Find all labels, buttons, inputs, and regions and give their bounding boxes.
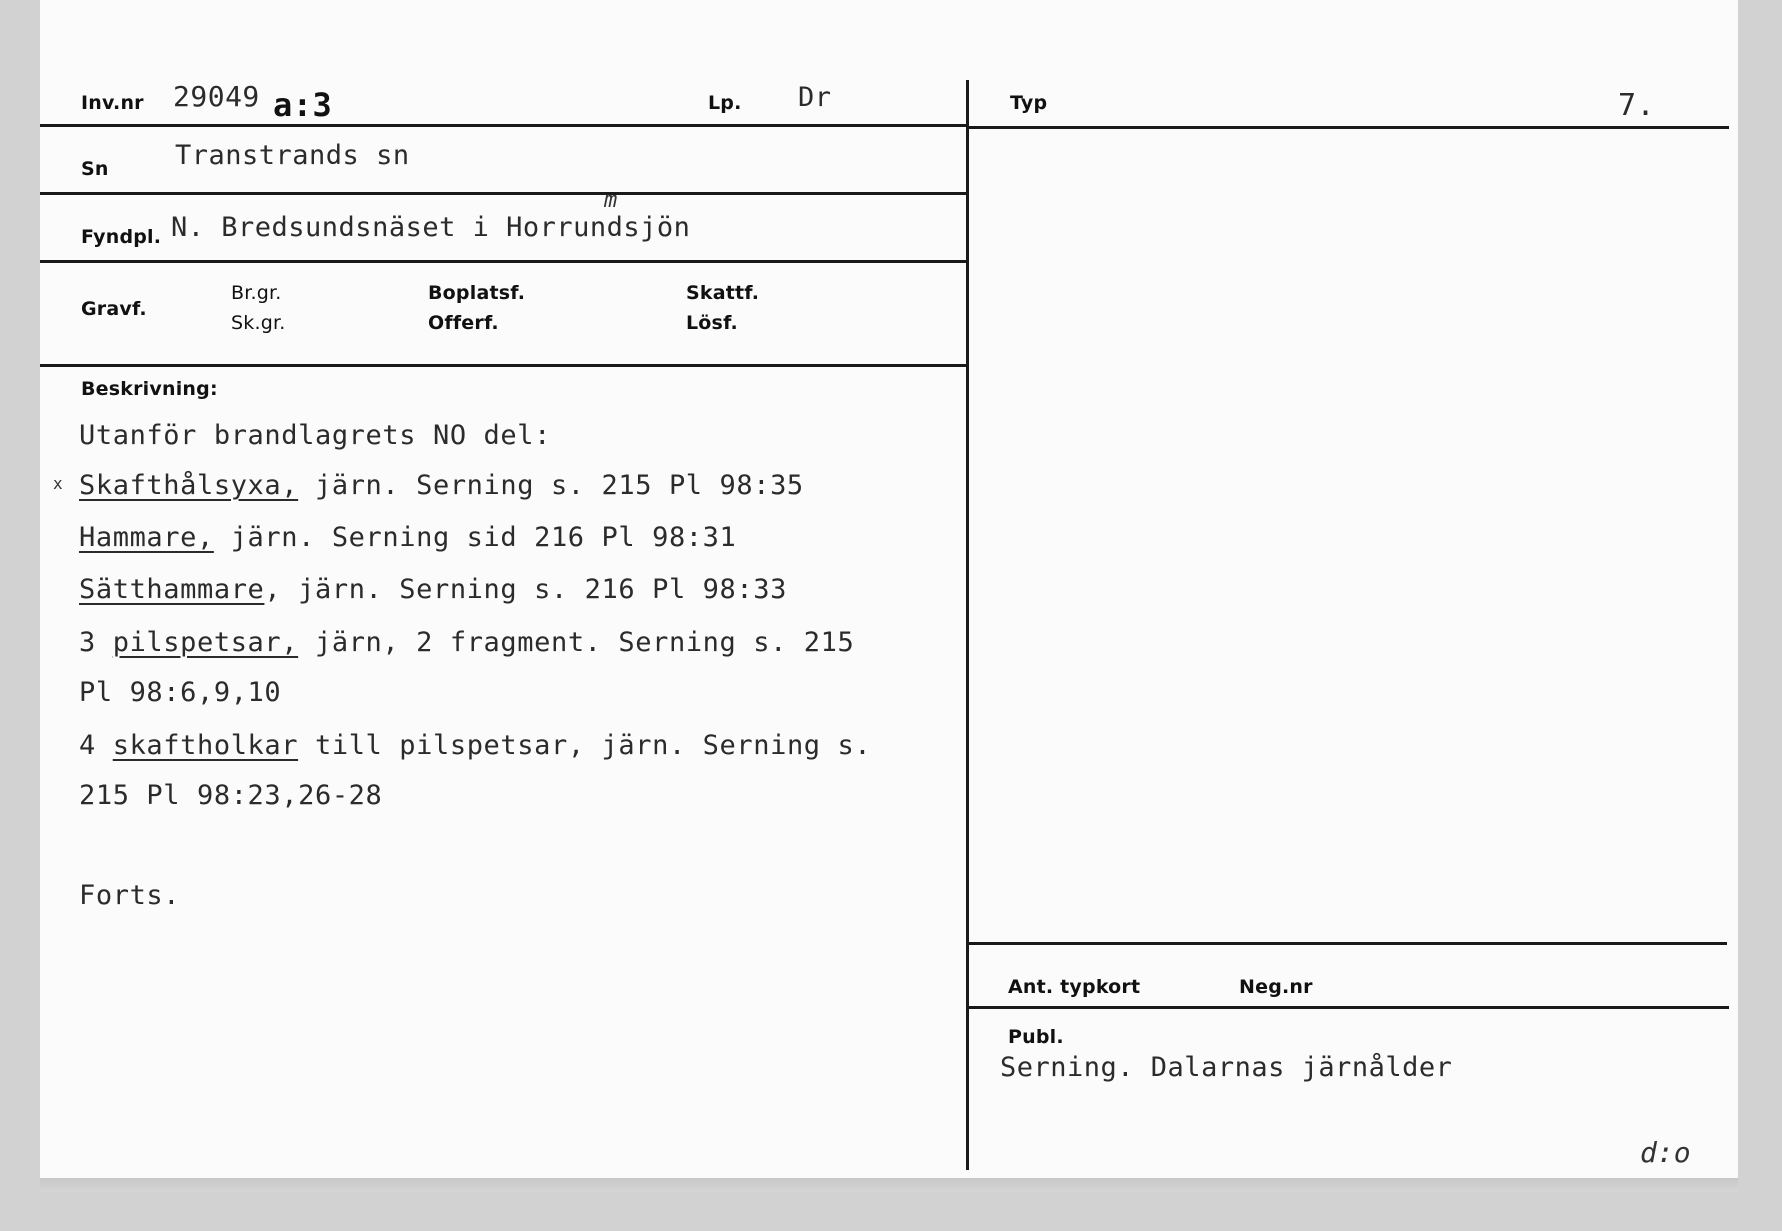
boplatsf-label: Boplatsf. — [428, 282, 526, 304]
losf-label: Lösf. — [686, 312, 738, 334]
description-line-7: 4 skaftholkar till pilspetsar, järn. Serning s. — [79, 730, 872, 761]
fyndpl-label: Fyndpl. — [81, 226, 162, 248]
rule-header-left — [40, 124, 966, 127]
lp-value: Dr — [798, 82, 832, 113]
brgr-label: Br.gr. — [231, 282, 282, 304]
rule-ant-typkort-top — [969, 942, 1727, 945]
gravf-label: Gravf. — [81, 298, 147, 320]
rule-gravf — [40, 364, 966, 367]
margin-mark: x — [53, 474, 64, 493]
sn-label: Sn — [81, 158, 109, 180]
description-line-3: Hammare, järn. Serning sid 216 Pl 98:31 — [79, 522, 737, 553]
inv-nr-label: Inv.nr — [81, 92, 144, 114]
description-line-8: 215 Pl 98:23,26-28 — [79, 780, 383, 811]
typ-label: Typ — [1010, 92, 1048, 114]
offerf-label: Offerf. — [428, 312, 499, 334]
publ-label: Publ. — [1008, 1026, 1064, 1048]
neg-nr-label: Neg.nr — [1239, 976, 1313, 998]
beskrivning-label: Beskrivning: — [81, 378, 218, 400]
sn-value: Transtrands sn — [175, 140, 410, 171]
description-line-1: Utanför brandlagrets NO del: — [79, 420, 551, 451]
description-line-2: x Skafthålsyxa, järn. Serning s. 215 Pl 98:35 — [53, 470, 804, 501]
skgr-label: Sk.gr. — [231, 312, 286, 334]
signature: d:o — [1640, 1136, 1691, 1169]
ant-typkort-label: Ant. typkort — [1008, 976, 1141, 998]
description-line-9: Forts. — [79, 880, 181, 911]
rule-header-right — [969, 126, 1729, 129]
fyndpl-value: N. Bredsundsnäset i Horrundsjön — [171, 212, 691, 243]
description-line-5: 3 pilspetsar, järn, 2 fragment. Serning s. 215 — [79, 627, 855, 658]
rule-fyndpl — [40, 260, 966, 263]
publ-value: Serning. Dalarnas järnålder — [1000, 1052, 1453, 1083]
rule-sn — [40, 192, 966, 195]
lp-label: Lp. — [708, 92, 742, 114]
fyndpl-correction: m — [604, 188, 618, 213]
catalog-card — [40, 0, 1738, 1178]
typ-value: 7. — [1618, 88, 1656, 123]
rule-ant-typkort-bottom — [969, 1006, 1729, 1009]
description-line-6: Pl 98:6,9,10 — [79, 677, 282, 708]
skattf-label: Skattf. — [686, 282, 760, 304]
inv-nr-suffix: a:3 — [273, 86, 333, 124]
inv-nr-value: 29049 — [173, 80, 260, 113]
description-line-4: Sätthammare, järn. Serning s. 216 Pl 98:33 — [79, 574, 787, 605]
